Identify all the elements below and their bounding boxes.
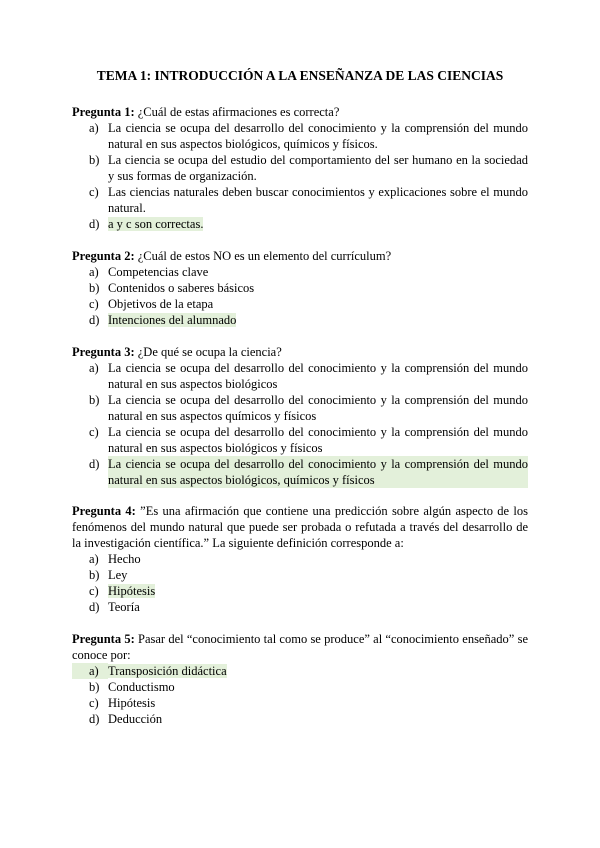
option-letter: b) <box>89 568 100 582</box>
option-letter: a) <box>72 663 108 679</box>
option-letter: a) <box>89 552 99 566</box>
option-text: La ciencia se ocupa del desarrollo del conocimiento y la comprensión del mundo natural en sus aspectos químicos y físicos <box>108 393 528 423</box>
question-5-stem <box>72 631 528 663</box>
option-letter: b) <box>89 281 100 295</box>
option-text: Conductismo <box>108 680 175 694</box>
question-2-stem <box>72 248 528 264</box>
option-letter: b) <box>89 153 100 167</box>
option-text: Competencias clave <box>108 265 209 279</box>
option-4d <box>72 599 528 615</box>
question-4-stem <box>72 503 528 551</box>
option-letter: b) <box>89 680 100 694</box>
option-5b <box>72 679 528 695</box>
question-label: Pregunta 1: <box>72 105 135 119</box>
option-5d <box>72 711 528 727</box>
option-1a <box>72 120 528 152</box>
option-1d-correct <box>72 216 528 232</box>
option-letter: a) <box>89 265 99 279</box>
question-label: Pregunta 2: <box>72 249 135 263</box>
question-text: ¿Cuál de estas afirmaciones es correcta? <box>137 105 340 119</box>
option-4b <box>72 567 528 583</box>
option-5c <box>72 695 528 711</box>
option-text: Ley <box>108 568 128 582</box>
question-label: Pregunta 5: <box>72 632 135 646</box>
option-letter: c) <box>89 297 99 311</box>
option-1b <box>72 152 528 184</box>
option-letter: c) <box>89 584 99 598</box>
option-text: Hipótesis <box>108 696 156 710</box>
question-2 <box>72 248 528 328</box>
option-2c <box>72 296 528 312</box>
question-text: ¿Cuál de estos NO es un elemento del currículum? <box>137 249 392 263</box>
question-1-stem <box>72 104 528 120</box>
option-text: La ciencia se ocupa del estudio del comportamiento del ser humano en la sociedad y sus formas de organización. <box>108 153 528 183</box>
option-text: Hecho <box>108 552 141 566</box>
option-text: a y c son correctas. <box>108 217 204 231</box>
question-text: ¿De qué se ocupa la ciencia? <box>137 345 282 359</box>
option-letter: c) <box>89 185 99 199</box>
option-letter: c) <box>89 696 99 710</box>
option-text: La ciencia se ocupa del desarrollo del conocimiento y la comprensión del mundo natural en sus aspectos biológicos, químicos y físicos. <box>108 121 528 151</box>
option-4a <box>72 551 528 567</box>
option-2b <box>72 280 528 296</box>
option-letter: d) <box>89 313 100 327</box>
option-4c-correct <box>72 583 528 599</box>
question-3-stem <box>72 344 528 360</box>
option-letter: c) <box>89 425 99 439</box>
question-5 <box>72 631 528 727</box>
option-text: La ciencia se ocupa del desarrollo del conocimiento y la comprensión del mundo natural en sus aspectos biológicos <box>108 361 528 391</box>
option-text: La ciencia se ocupa del desarrollo del conocimiento y la comprensión del mundo natural en sus aspectos biológicos y físicos <box>108 425 528 455</box>
option-text: Transposición didáctica <box>108 664 227 678</box>
question-1 <box>72 104 528 232</box>
option-3a <box>72 360 528 392</box>
option-1c <box>72 184 528 216</box>
option-3b <box>72 392 528 424</box>
option-3c <box>72 424 528 456</box>
question-text: Pasar del “conocimiento tal como se produce” al “conocimiento enseñado” se conoce por: <box>72 632 528 662</box>
question-label: Pregunta 4: <box>72 504 136 518</box>
option-text: Deducción <box>108 712 163 726</box>
option-letter: d) <box>89 457 100 471</box>
option-text: La ciencia se ocupa del desarrollo del conocimiento y la comprensión del mundo natural en sus aspectos biológicos, químicos y físicos <box>108 457 528 487</box>
option-letter: d) <box>89 600 100 614</box>
option-letter: d) <box>89 217 100 231</box>
option-5a-correct <box>72 663 528 679</box>
option-3d-correct <box>72 456 528 488</box>
option-2a <box>72 264 528 280</box>
option-text: Las ciencias naturales deben buscar conocimientos y explicaciones sobre el mundo natural. <box>108 185 528 215</box>
option-text: Teoría <box>108 600 140 614</box>
option-letter: a) <box>89 361 99 375</box>
option-text: Intenciones del alumnado <box>108 313 237 327</box>
option-letter: d) <box>89 712 100 726</box>
question-4 <box>72 503 528 615</box>
document-title: TEMA 1: INTRODUCCIÓN A LA ENSEÑANZA DE LAS CIENCIAS <box>96 68 504 83</box>
question-label: Pregunta 3: <box>72 345 135 359</box>
question-text: ”Es una afirmación que contiene una predicción sobre algún aspecto de los fenómenos del mundo natural que puede ser probada o refutada a través del desarrollo de la investigación científica.” La siguiente definición corresponde a: <box>72 504 528 550</box>
question-3 <box>72 344 528 488</box>
option-letter: a) <box>89 121 99 135</box>
option-letter: b) <box>89 393 100 407</box>
option-text: Objetivos de la etapa <box>108 297 214 311</box>
option-text: Hipótesis <box>108 584 156 598</box>
option-text: Contenidos o saberes básicos <box>108 281 255 295</box>
option-2d-correct <box>72 312 528 328</box>
